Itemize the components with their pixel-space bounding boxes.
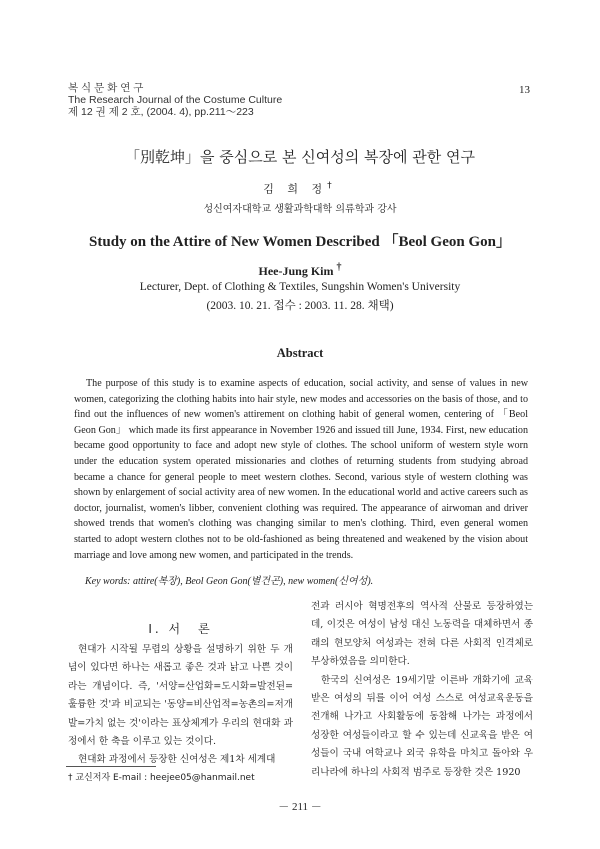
submission-dates: (2003. 10. 21. 접수 : 2003. 11. 28. 채택) xyxy=(206,300,394,312)
author-korean-name: 김 희 정 xyxy=(263,182,328,196)
right-column xyxy=(311,598,533,782)
page-number-top: 13 xyxy=(519,84,530,96)
abstract-body: The purpose of this study is to examine aspects of education, social activity, and sense of values in new women, categorizing the clothing habits into hair style, new modes and accessories on the basis of those, and to find out the influences of new women's attirement on clothing habit of general women, centering of 「Beol Geon Gon」 which made its first appearance in November 1926 and issued till June, 1934. First, new education became good opportunity to face and adopt new style of clothes. The school uniform of western style worn under the education system operated missionaries and clothes of returning students from studying abroad became a chance for general people to meet western clothes. Second, various style of western clothing was shown by enlargement of social activity area of new women. In the educational world and active careers such as doctor, journalist, women's libber, convenient clothing was required. The appearance of airwoman and driver showed trends that women's clothing was changing similar to men's clothing. Third, even general women started to adopt western clothes not to be old-fashioned as being threatened and weakened by the vision about marriage and love among new women, and participated in the trends. xyxy=(74,378,528,561)
corresponding-mark: † xyxy=(327,180,337,191)
keywords: Key words: attire(복장), Beol Geon Gon(별건곤), new women(신여성). xyxy=(85,576,374,587)
page-number: － 211 － xyxy=(278,801,322,813)
author-korean xyxy=(0,180,600,197)
author-english xyxy=(0,262,600,279)
left-column xyxy=(68,641,293,770)
paragraph: 현대화 과정에서 등장한 신여성은 제1차 세계대 xyxy=(78,754,276,766)
corresponding-mark-en: † xyxy=(336,262,342,273)
title-korean: 「別乾坤」을 중심으로 본 신여성의 복장에 관한 연구 xyxy=(125,148,475,166)
journal-header xyxy=(68,82,282,118)
footnote-divider xyxy=(66,766,156,767)
author-english-name: Hee-Jung Kim xyxy=(258,264,334,278)
paragraph: 현대가 시작될 무렵의 상황을 설명하기 위한 두 개념이 있다면 하나는 새롭고 좋은 것과 낡고 나쁜 것이라는 개념이다. 즉, '서양=산업화=도시화=발전된=훌륭한 것'과 비교되는 '동양=비산업적=농촌의=저개발=가치 없는 것'이라는 표상체계가 우리의 현대화 과정에서 한 축을 이루고 있는 것이다. xyxy=(68,644,293,748)
affiliation-english: Lecturer, Dept. of Clothing & Textiles, Sungshin Women's University xyxy=(139,281,461,293)
journal-name-en: The Research Journal of the Costume Culture xyxy=(68,94,283,106)
affiliation-korean: 성신여자대학교 생활과학대학 의류학과 강사 xyxy=(203,204,397,215)
paragraph: 전과 러시아 혁명전후의 역사적 산물로 등장하였는데, 이것은 여성이 남성 대신 노동력을 대체하면서 종래의 현모양처 여성과는 전혀 다른 사회적 인격체로 부상하였음을 의미한다. xyxy=(311,601,533,668)
journal-volume: 제 12 권 제 2 호, (2004. 4), pp.211～223 xyxy=(68,106,254,118)
journal-name-ko: 복 식 문 화 연 구 xyxy=(68,82,144,94)
paragraph: 한국의 신여성은 19세기말 이른바 개화기에 교육받은 여성의 뒤를 이어 여성 스스로 여성교육운동을 전개해 나가고 사회활동에 동참해 나가는 과정에서 성장한 여성들이라고 할 수 있는데 신교육을 받은 여성들이 국내 여학교나 외국 유학을 마치고 돌아와 우리나라에 하나의 사회적 범주로 등장한 것은 1920 xyxy=(311,674,533,778)
title-english: Study on the Attire of New Women Described 「Beol Geon Gon」 xyxy=(89,234,511,250)
section-heading-introduction: I. 서 론 xyxy=(148,622,213,636)
footnote: † 교신저자 E-mail : heejee05@hanmail.net xyxy=(68,773,255,783)
abstract-heading: Abstract xyxy=(276,346,324,360)
